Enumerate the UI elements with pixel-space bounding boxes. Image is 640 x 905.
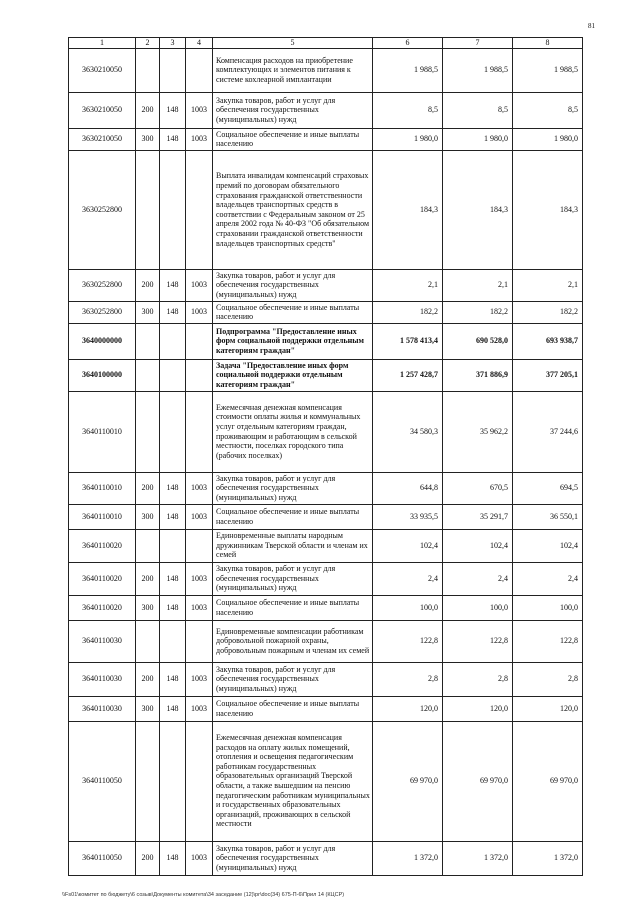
expense-type-cell: 300 bbox=[136, 696, 160, 721]
amount-year3-cell: 36 550,1 bbox=[513, 504, 583, 529]
item-name-cell: Закупка товаров, работ и услуг для обеспечения государственных (муниципальных) нужд bbox=[213, 662, 373, 696]
table-row bbox=[69, 696, 583, 721]
table-row bbox=[69, 48, 583, 92]
kcsr-code-cell: 3640000000 bbox=[69, 323, 136, 359]
expense-type-cell bbox=[136, 359, 160, 391]
header-cell-1: 1 bbox=[69, 38, 136, 49]
kcsr-code-cell: 3630252800 bbox=[69, 301, 136, 323]
table-row bbox=[69, 841, 583, 875]
amount-year2-cell: 69 970,0 bbox=[443, 721, 513, 841]
table-row bbox=[69, 472, 583, 504]
table-row bbox=[69, 595, 583, 620]
ministry-code-cell bbox=[160, 359, 186, 391]
ministry-code-cell bbox=[160, 391, 186, 472]
kcsr-code-cell: 3640110050 bbox=[69, 841, 136, 875]
header-cell-2: 2 bbox=[136, 38, 160, 49]
table-row bbox=[69, 92, 583, 128]
amount-year1-cell: 102,4 bbox=[373, 529, 443, 562]
section-code-cell bbox=[186, 529, 213, 562]
expense-type-cell bbox=[136, 721, 160, 841]
item-name-cell: Выплата инвалидам компенсаций страховых премий по договорам обязательного страхования гражданской ответственности владельцев транспортных средств в соответствии с Федеральным законом от 25 апреля 2002 года № 40-ФЗ "Об обязательном страховании гражданской ответственности владельцев транспортных средств" bbox=[213, 150, 373, 269]
section-code-cell bbox=[186, 391, 213, 472]
amount-year1-cell: 2,4 bbox=[373, 562, 443, 595]
expense-type-cell: 300 bbox=[136, 504, 160, 529]
amount-year1-cell: 1 988,5 bbox=[373, 48, 443, 92]
header-row bbox=[69, 38, 583, 49]
kcsr-code-cell: 3640110010 bbox=[69, 391, 136, 472]
item-name-cell: Единовременные выплаты народным дружинникам Тверской области и членам их семей bbox=[213, 529, 373, 562]
amount-year1-cell: 8,5 bbox=[373, 92, 443, 128]
amount-year3-cell: 693 938,7 bbox=[513, 323, 583, 359]
table-row bbox=[69, 721, 583, 841]
amount-year3-cell: 182,2 bbox=[513, 301, 583, 323]
table-row bbox=[69, 620, 583, 662]
item-name-cell: Задача "Предоставление иных форм социальной поддержки отдельным категориям граждан" bbox=[213, 359, 373, 391]
item-name-cell: Единовременные компенсации работникам добровольной пожарной охраны, добровольным пожарным и членам их семей bbox=[213, 620, 373, 662]
header-cell-7: 7 bbox=[443, 38, 513, 49]
section-code-cell: 1003 bbox=[186, 696, 213, 721]
table-row bbox=[69, 323, 583, 359]
table-row bbox=[69, 391, 583, 472]
header-cell-5: 5 bbox=[213, 38, 373, 49]
item-name-cell: Закупка товаров, работ и услуг для обеспечения государственных (муниципальных) нужд bbox=[213, 562, 373, 595]
ministry-code-cell: 148 bbox=[160, 696, 186, 721]
amount-year2-cell: 35 962,2 bbox=[443, 391, 513, 472]
amount-year1-cell: 34 580,3 bbox=[373, 391, 443, 472]
expense-type-cell: 300 bbox=[136, 595, 160, 620]
kcsr-code-cell: 3640110010 bbox=[69, 472, 136, 504]
item-name-cell: Закупка товаров, работ и услуг для обеспечения государственных (муниципальных) нужд bbox=[213, 472, 373, 504]
header-cell-3: 3 bbox=[160, 38, 186, 49]
ministry-code-cell: 148 bbox=[160, 595, 186, 620]
table-row bbox=[69, 301, 583, 323]
ministry-code-cell: 148 bbox=[160, 269, 186, 301]
section-code-cell: 1003 bbox=[186, 562, 213, 595]
ministry-code-cell: 148 bbox=[160, 472, 186, 504]
amount-year3-cell: 184,3 bbox=[513, 150, 583, 269]
item-name-cell: Закупка товаров, работ и услуг для обеспечения государственных (муниципальных) нужд bbox=[213, 92, 373, 128]
ministry-code-cell bbox=[160, 150, 186, 269]
kcsr-code-cell: 3640110030 bbox=[69, 620, 136, 662]
amount-year3-cell: 1 988,5 bbox=[513, 48, 583, 92]
footer-file-path: \\Fs01\комитет по бюджету\6 созыв\Документы комитета\34 заседание (12)\pr\doc(34) 675-П-6\Прил 14 (КЦСР) bbox=[62, 892, 345, 898]
section-code-cell bbox=[186, 620, 213, 662]
section-code-cell bbox=[186, 323, 213, 359]
section-code-cell bbox=[186, 721, 213, 841]
expense-type-cell: 200 bbox=[136, 562, 160, 595]
amount-year1-cell: 1 372,0 bbox=[373, 841, 443, 875]
amount-year1-cell: 1 980,0 bbox=[373, 128, 443, 150]
amount-year2-cell: 1 372,0 bbox=[443, 841, 513, 875]
section-code-cell: 1003 bbox=[186, 269, 213, 301]
item-name-cell: Ежемесячная денежная компенсация стоимости оплаты жилья и коммунальных услуг отдельным категориям граждан, проживающим и работающим в сельской местности, поселках городского типа (рабочих поселках) bbox=[213, 391, 373, 472]
item-name-cell: Социальное обеспечение и иные выплаты населению bbox=[213, 128, 373, 150]
expense-type-cell: 200 bbox=[136, 841, 160, 875]
item-name-cell: Закупка товаров, работ и услуг для обеспечения государственных (муниципальных) нужд bbox=[213, 841, 373, 875]
section-code-cell bbox=[186, 150, 213, 269]
ministry-code-cell bbox=[160, 323, 186, 359]
item-name-cell: Социальное обеспечение и иные выплаты населению bbox=[213, 301, 373, 323]
table-row bbox=[69, 529, 583, 562]
amount-year1-cell: 2,1 bbox=[373, 269, 443, 301]
table-row bbox=[69, 504, 583, 529]
ministry-code-cell bbox=[160, 721, 186, 841]
header-cell-4: 4 bbox=[186, 38, 213, 49]
section-code-cell: 1003 bbox=[186, 841, 213, 875]
table-row bbox=[69, 128, 583, 150]
amount-year3-cell: 102,4 bbox=[513, 529, 583, 562]
budget-table bbox=[68, 37, 583, 876]
expense-type-cell: 300 bbox=[136, 301, 160, 323]
amount-year3-cell: 2,1 bbox=[513, 269, 583, 301]
amount-year2-cell: 120,0 bbox=[443, 696, 513, 721]
table-row bbox=[69, 269, 583, 301]
amount-year2-cell: 184,3 bbox=[443, 150, 513, 269]
ministry-code-cell bbox=[160, 620, 186, 662]
item-name-cell: Компенсация расходов на приобретение комплектующих и элементов питания к системе кохлеарной имплантации bbox=[213, 48, 373, 92]
ministry-code-cell bbox=[160, 48, 186, 92]
expense-type-cell: 300 bbox=[136, 128, 160, 150]
item-name-cell: Закупка товаров, работ и услуг для обеспечения государственных (муниципальных) нужд bbox=[213, 269, 373, 301]
kcsr-code-cell: 3640100000 bbox=[69, 359, 136, 391]
kcsr-code-cell: 3640110010 bbox=[69, 504, 136, 529]
header-cell-8: 8 bbox=[513, 38, 583, 49]
amount-year3-cell: 69 970,0 bbox=[513, 721, 583, 841]
kcsr-code-cell: 3640110030 bbox=[69, 662, 136, 696]
section-code-cell: 1003 bbox=[186, 92, 213, 128]
amount-year1-cell: 69 970,0 bbox=[373, 721, 443, 841]
amount-year3-cell: 2,4 bbox=[513, 562, 583, 595]
table-row bbox=[69, 359, 583, 391]
table-row bbox=[69, 662, 583, 696]
amount-year3-cell: 122,8 bbox=[513, 620, 583, 662]
expense-type-cell: 200 bbox=[136, 662, 160, 696]
ministry-code-cell: 148 bbox=[160, 504, 186, 529]
amount-year2-cell: 1 980,0 bbox=[443, 128, 513, 150]
amount-year2-cell: 182,2 bbox=[443, 301, 513, 323]
ministry-code-cell: 148 bbox=[160, 562, 186, 595]
amount-year1-cell: 120,0 bbox=[373, 696, 443, 721]
amount-year1-cell: 1 257 428,7 bbox=[373, 359, 443, 391]
item-name-cell: Социальное обеспечение и иные выплаты населению bbox=[213, 595, 373, 620]
amount-year3-cell: 2,8 bbox=[513, 662, 583, 696]
kcsr-code-cell: 3640110050 bbox=[69, 721, 136, 841]
expense-type-cell bbox=[136, 48, 160, 92]
amount-year2-cell: 2,8 bbox=[443, 662, 513, 696]
amount-year2-cell: 8,5 bbox=[443, 92, 513, 128]
amount-year3-cell: 37 244,6 bbox=[513, 391, 583, 472]
amount-year2-cell: 371 886,9 bbox=[443, 359, 513, 391]
amount-year1-cell: 2,8 bbox=[373, 662, 443, 696]
amount-year1-cell: 100,0 bbox=[373, 595, 443, 620]
amount-year1-cell: 182,2 bbox=[373, 301, 443, 323]
kcsr-code-cell: 3630252800 bbox=[69, 269, 136, 301]
expense-type-cell bbox=[136, 529, 160, 562]
header-cell-6: 6 bbox=[373, 38, 443, 49]
expense-type-cell: 200 bbox=[136, 269, 160, 301]
section-code-cell: 1003 bbox=[186, 595, 213, 620]
section-code-cell: 1003 bbox=[186, 301, 213, 323]
amount-year2-cell: 2,4 bbox=[443, 562, 513, 595]
amount-year3-cell: 1 980,0 bbox=[513, 128, 583, 150]
amount-year2-cell: 690 528,0 bbox=[443, 323, 513, 359]
section-code-cell: 1003 bbox=[186, 128, 213, 150]
amount-year3-cell: 1 372,0 bbox=[513, 841, 583, 875]
kcsr-code-cell: 3640110020 bbox=[69, 562, 136, 595]
section-code-cell bbox=[186, 359, 213, 391]
kcsr-code-cell: 3630252800 bbox=[69, 150, 136, 269]
kcsr-code-cell: 3630210050 bbox=[69, 48, 136, 92]
expense-type-cell bbox=[136, 323, 160, 359]
item-name-cell: Подпрограмма "Предоставление иных форм социальной поддержки отдельным категориям граждан" bbox=[213, 323, 373, 359]
amount-year2-cell: 122,8 bbox=[443, 620, 513, 662]
expense-type-cell: 200 bbox=[136, 92, 160, 128]
amount-year2-cell: 35 291,7 bbox=[443, 504, 513, 529]
kcsr-code-cell: 3630210050 bbox=[69, 128, 136, 150]
amount-year3-cell: 694,5 bbox=[513, 472, 583, 504]
kcsr-code-cell: 3640110020 bbox=[69, 529, 136, 562]
table-row bbox=[69, 562, 583, 595]
ministry-code-cell: 148 bbox=[160, 128, 186, 150]
amount-year2-cell: 1 988,5 bbox=[443, 48, 513, 92]
table-body bbox=[69, 48, 583, 875]
item-name-cell: Социальное обеспечение и иные выплаты населению bbox=[213, 504, 373, 529]
section-code-cell: 1003 bbox=[186, 472, 213, 504]
ministry-code-cell bbox=[160, 529, 186, 562]
section-code-cell bbox=[186, 48, 213, 92]
amount-year1-cell: 1 578 413,4 bbox=[373, 323, 443, 359]
item-name-cell: Ежемесячная денежная компенсация расходов на оплату жилых помещений, отопления и освещения педагогическим работникам государственных образовательных организаций Тверской области, а также вышедшим на пенсию педагогическим работникам муниципальных и государственных образовательных организаций, проживающих в сельской местности bbox=[213, 721, 373, 841]
section-code-cell: 1003 bbox=[186, 662, 213, 696]
amount-year2-cell: 102,4 bbox=[443, 529, 513, 562]
amount-year3-cell: 8,5 bbox=[513, 92, 583, 128]
expense-type-cell bbox=[136, 620, 160, 662]
expense-type-cell bbox=[136, 391, 160, 472]
section-code-cell: 1003 bbox=[186, 504, 213, 529]
amount-year2-cell: 2,1 bbox=[443, 269, 513, 301]
amount-year1-cell: 644,8 bbox=[373, 472, 443, 504]
amount-year2-cell: 100,0 bbox=[443, 595, 513, 620]
amount-year1-cell: 122,8 bbox=[373, 620, 443, 662]
amount-year1-cell: 184,3 bbox=[373, 150, 443, 269]
page-number: 81 bbox=[588, 22, 595, 30]
kcsr-code-cell: 3640110030 bbox=[69, 696, 136, 721]
amount-year2-cell: 670,5 bbox=[443, 472, 513, 504]
expense-type-cell: 200 bbox=[136, 472, 160, 504]
amount-year3-cell: 377 205,1 bbox=[513, 359, 583, 391]
ministry-code-cell: 148 bbox=[160, 662, 186, 696]
amount-year3-cell: 100,0 bbox=[513, 595, 583, 620]
expense-type-cell bbox=[136, 150, 160, 269]
amount-year3-cell: 120,0 bbox=[513, 696, 583, 721]
kcsr-code-cell: 3630210050 bbox=[69, 92, 136, 128]
item-name-cell: Социальное обеспечение и иные выплаты населению bbox=[213, 696, 373, 721]
ministry-code-cell: 148 bbox=[160, 92, 186, 128]
ministry-code-cell: 148 bbox=[160, 301, 186, 323]
ministry-code-cell: 148 bbox=[160, 841, 186, 875]
table-row bbox=[69, 150, 583, 269]
amount-year1-cell: 33 935,5 bbox=[373, 504, 443, 529]
kcsr-code-cell: 3640110020 bbox=[69, 595, 136, 620]
